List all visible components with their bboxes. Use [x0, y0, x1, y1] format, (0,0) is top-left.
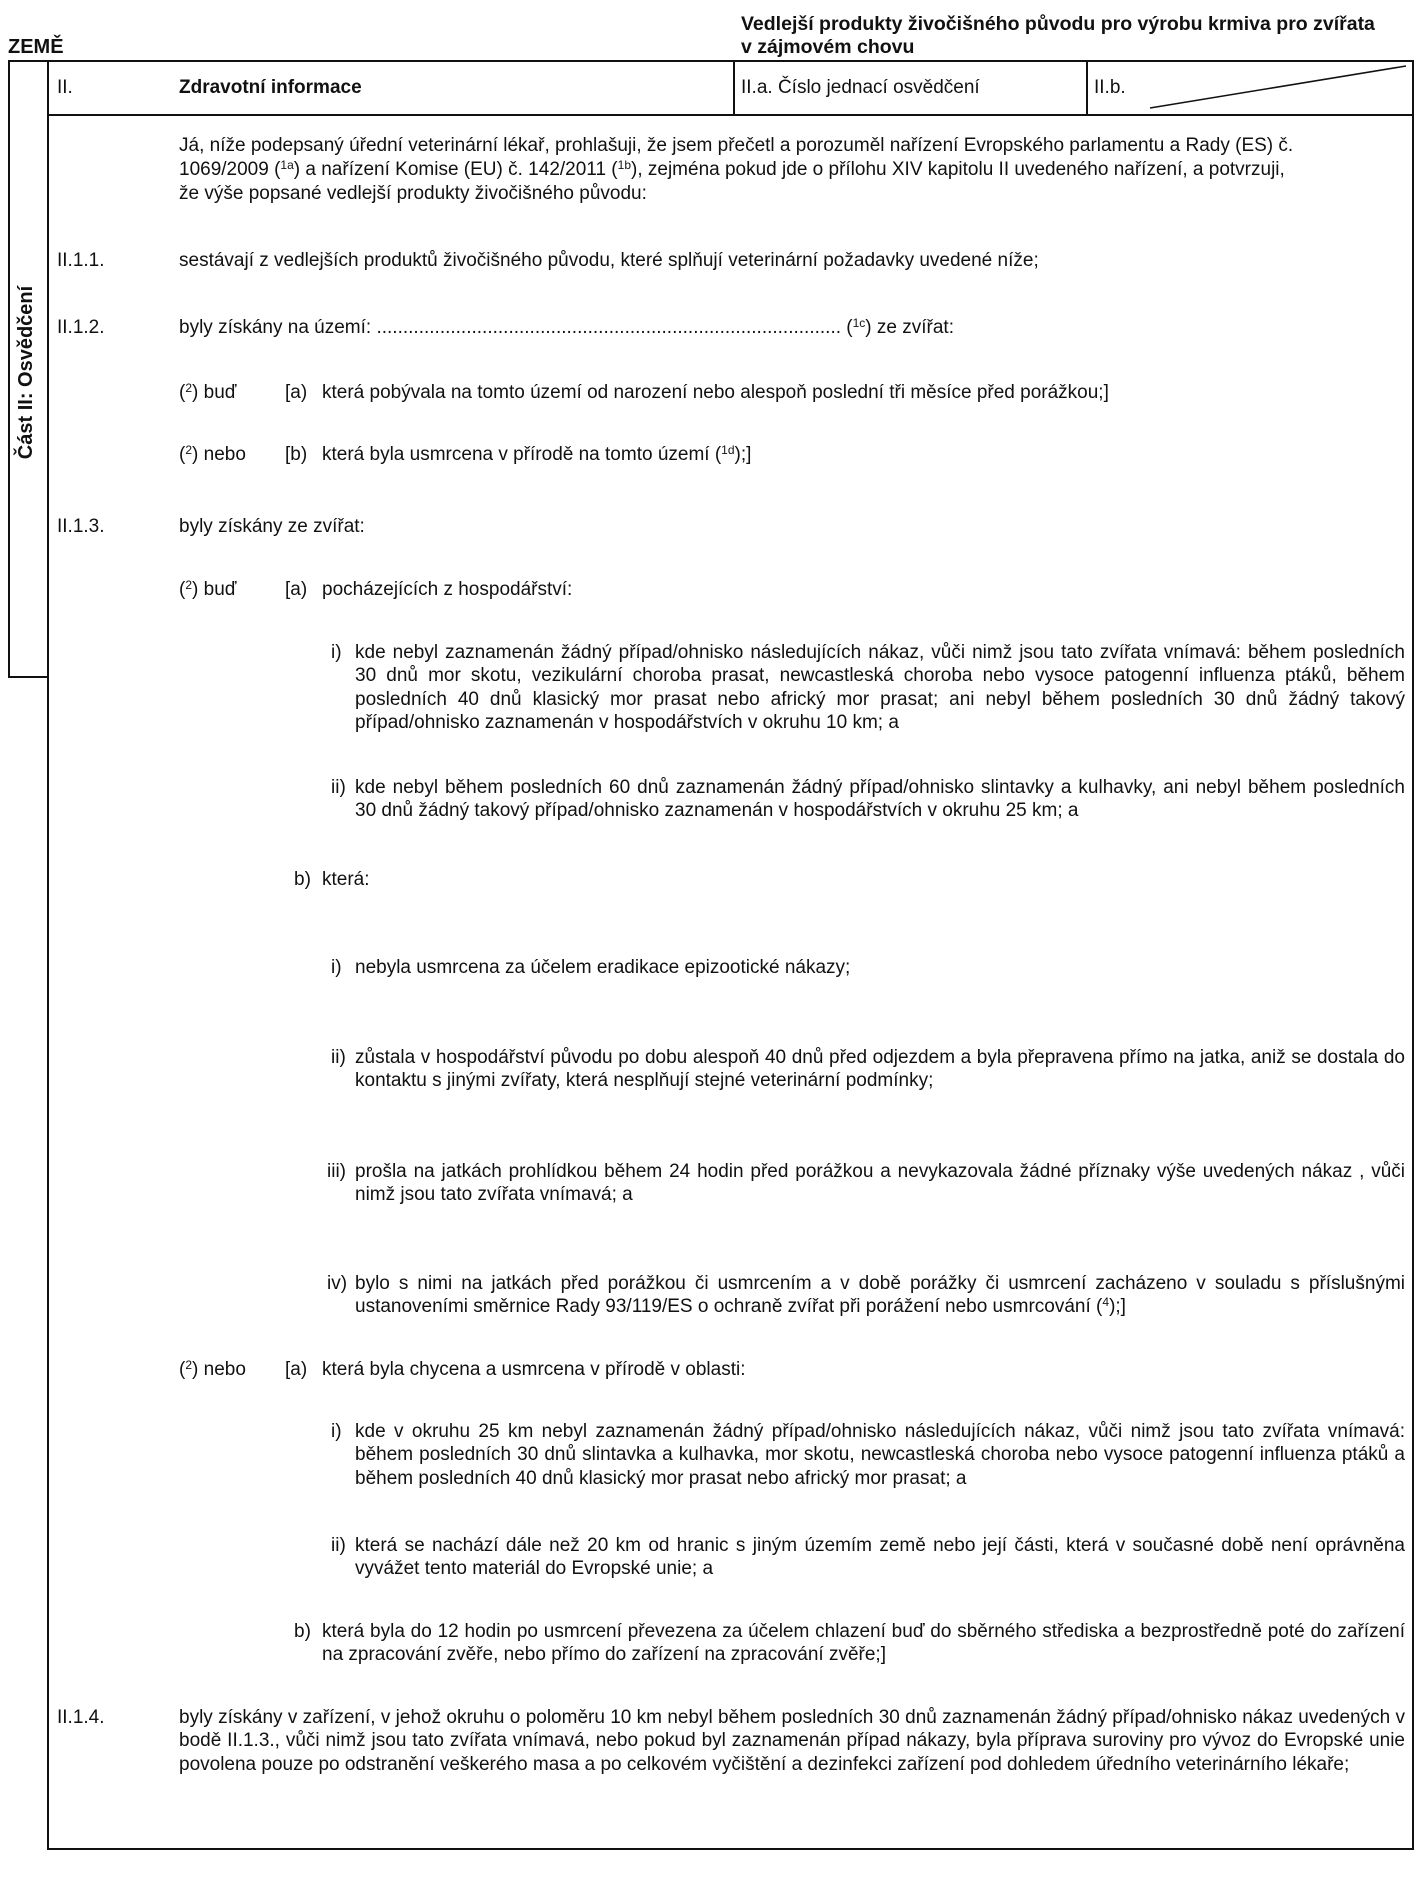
- option-text: která byla chycena a usmrcena v přírodě v oblasti:: [322, 1359, 746, 1380]
- item-text-ii11: sestávají z vedlejších produktů živočišného původu, které splňují veterinární požadavky uvedené níže;: [179, 250, 1039, 271]
- sub-label: ii): [331, 1047, 346, 1068]
- sub-text: nebyla usmrcena za účelem eradikace epizootické nákazy;: [355, 957, 851, 978]
- side-label-box: [8, 68, 46, 676]
- footnote-ref: 2: [185, 1358, 193, 1372]
- sub-text-part: bylo s nimi na jatkách před porážkou či usmrcením a v době porážky či usmrcení zacházeno v souladu s příslušnými ustanoveními směrnice Rady 93/119/ES o ochraně zvířat při porážení nebo usmrcování (: [355, 1273, 1405, 1318]
- sub-text: která se nachází dále než 20 km od hranic s jiným územím země nebo její části, která v současné době není oprávněna vyvážet tento materiál do Evropské unie; a: [355, 1535, 1405, 1580]
- side-label: Část II: Osvědčení: [15, 285, 38, 459]
- sub-label: ii): [331, 777, 346, 798]
- sub-label: iii): [327, 1161, 346, 1182]
- sub-text: zůstala v hospodářství původu po dobu alespoň 40 dnů před odjezdem a byla přepravena přímo na jatka, aniž se dostala do kontaktu s jinými zvířaty, která nesplňují stejné veterinární podmínky;: [355, 1047, 1405, 1092]
- header-divider-1: [733, 60, 735, 116]
- sub-text: kde nebyl během posledních 60 dnů zaznamenán žádný případ/ohnisko slintavky a kulhavky, ani nebyl během posledních 30 dnů žádný takový případ/ohnisko zaznamenán v hospodářstvích v okruhu 25 km; a: [355, 777, 1405, 822]
- item-number-ii11: II.1.1.: [57, 250, 105, 271]
- option-letter: [a): [285, 1359, 308, 1380]
- footnote-ref: 1d: [721, 443, 735, 457]
- option-marker-or: ($^2$) nebo: [179, 443, 246, 465]
- intro-text: ) a nařízení Komise (EU) č. 142/2011 (: [293, 159, 618, 180]
- sub-label: ii): [331, 1535, 346, 1556]
- intro-line-3: že výše popsané vedlejší produkty živočišného původu:: [179, 183, 647, 204]
- option-text-part: );]: [734, 444, 752, 465]
- sub-label: i): [331, 1421, 342, 1442]
- option-marker-either: ($^2$) buď: [179, 578, 237, 600]
- option-word: ) buď: [192, 382, 237, 403]
- footnote-ref: 1c: [852, 316, 866, 330]
- intro-line-1: Já, níže podepsaný úřední veterinární lékař, prohlašuji, že jsem přečetl a porozuměl nařízení Evropského parlamentu a Rady (ES) č.: [179, 135, 1294, 156]
- certificate-reference-label: II.a. Číslo jednací osvědčení: [741, 77, 980, 98]
- footnote-ref: 1a: [280, 158, 294, 172]
- item-number-ii14: II.1.4.: [57, 1707, 105, 1728]
- footnote-ref: 2: [185, 381, 193, 395]
- sub-text-part: );]: [1109, 1296, 1126, 1318]
- option-letter: [a): [285, 579, 308, 600]
- sub-text: kde nebyl zaznamenán žádný případ/ohnisko následujících nákaz, vůči nimž jsou tato zvířata vnímavá: během posledních 30 dnů mor skotu, vezikulární choroba prasat, newcastleská choroba nebo vysoce patogenní influenza ptáků, během posledních 40 dnů klasický mor prasat nebo africký mor prasat; ani nebyl během posledních 30 dnů žádný takový případ/ohnisko zaznamenán v hospodářstvích v okruhu 10 km; a: [355, 642, 1405, 734]
- option-letter: [a): [285, 382, 308, 403]
- option-letter: [b): [285, 444, 308, 465]
- side-label-right-line: [47, 60, 49, 1850]
- footnote-ref: 2: [185, 443, 193, 457]
- option-word: ) nebo: [192, 1359, 246, 1380]
- item-number-ii13: II.1.3.: [57, 516, 105, 537]
- item-text-ii14: byly získány v zařízení, v jehož okruhu o poloměru 10 km nebyl během posledních 30 dnů zaznamenán žádný případ/ohnisko nákaz uvedených v bodě II.1.3., vůči nimž jsou tato zvířata vnímavá, nebo pokud byl zaznamenán případ nákazy, byla příprava suroviny pro vývoz do Evropské unie povolena pouze po odstranění veškerého masa a po celkovém vyčištění a dezinfekci zařízení pod dohledem úředního veterinárního lékaře;: [179, 1707, 1405, 1775]
- sub-label: iv): [327, 1273, 348, 1294]
- sub-text: kde v okruhu 25 km nebyl zaznamenán žádný případ/ohnisko následujících nákaz, vůči nimž jsou tato zvířata vnímavá: během posledních 30 dnů slintavka a kulhavka, mor skotu, newcastleská choroba nebo vysoce patogenní influenza ptáků a během posledních 40 dnů klasický mor prasat nebo africký mor prasat; a: [355, 1421, 1405, 1489]
- country-label: ZEMĚ: [8, 36, 64, 58]
- certificate-title-line2: v zájmovém chovu: [741, 36, 915, 58]
- footnote-ref: 2: [185, 578, 193, 592]
- certificate-title-line1: Vedlejší produkty živočišného původu pro výrobu krmiva pro zvířata: [741, 13, 1375, 35]
- section-title: Zdravotní informace: [179, 77, 362, 98]
- option-marker-or: ($^2$) nebo: [179, 1358, 246, 1380]
- option-word: ) buď: [192, 579, 237, 600]
- option-marker-either: ($^2$) buď: [179, 381, 237, 403]
- section-number: II.: [57, 77, 73, 98]
- frame-bottom-line: [47, 1848, 1414, 1850]
- option-text: [322, 443, 751, 466]
- iib-label: II.b.: [1094, 77, 1126, 98]
- intro-line-2: [179, 158, 1285, 181]
- intro-text: ), zejména pokud jde o přílohu XIV kapitolu II uvedeného nařízení, a potvrzuji,: [631, 159, 1285, 180]
- iib-diagonal-line: [1090, 60, 1410, 116]
- option-text: která pobývala na tomto území od narození nebo alespoň poslední tři měsíce před porážkou;]: [322, 382, 1109, 403]
- header-divider-2: [1086, 60, 1088, 116]
- item-text-ii13: byly získány ze zvířat:: [179, 516, 365, 537]
- sub-text: [355, 1272, 1405, 1319]
- item-number-ii12: II.1.2.: [57, 317, 105, 338]
- option-word: ) nebo: [192, 444, 246, 465]
- sub-text: která byla do 12 hodin po usmrcení převezena za účelem chlazení buď do sběrného střediska a bezprostředně poté do zařízení na zpracování zvěře, nebo přímo do zařízení na zpracování zvěře;]: [322, 1621, 1405, 1666]
- item-text: ) ze zvířat:: [865, 317, 954, 338]
- footnote-ref: 4: [1102, 1295, 1110, 1310]
- intro-text: 1069/2009 (: [179, 159, 281, 180]
- footnote-ref: 1b: [617, 158, 631, 172]
- option-text: pocházejících z hospodářství:: [322, 579, 573, 600]
- sub-text: prošla na jatkách prohlídkou během 24 hodin před porážkou a nevykazovala žádné příznaky výše uvedených nákaz , vůči nimž jsou tato zvířata vnímavá; a: [355, 1161, 1405, 1206]
- item-text: byly získány na území: ........................................................................................ (: [179, 317, 853, 338]
- item-text-ii12: [179, 316, 954, 339]
- sub-text: která:: [322, 869, 370, 890]
- sub-label: i): [331, 642, 342, 663]
- option-text-part: která byla usmrcena v přírodě na tomto území (: [322, 444, 722, 465]
- sub-label: i): [331, 957, 342, 978]
- sub-label: b): [294, 1621, 311, 1642]
- side-label-bottom-line: [8, 676, 48, 678]
- sub-label: b): [294, 869, 311, 890]
- frame-right-line: [1412, 60, 1414, 1850]
